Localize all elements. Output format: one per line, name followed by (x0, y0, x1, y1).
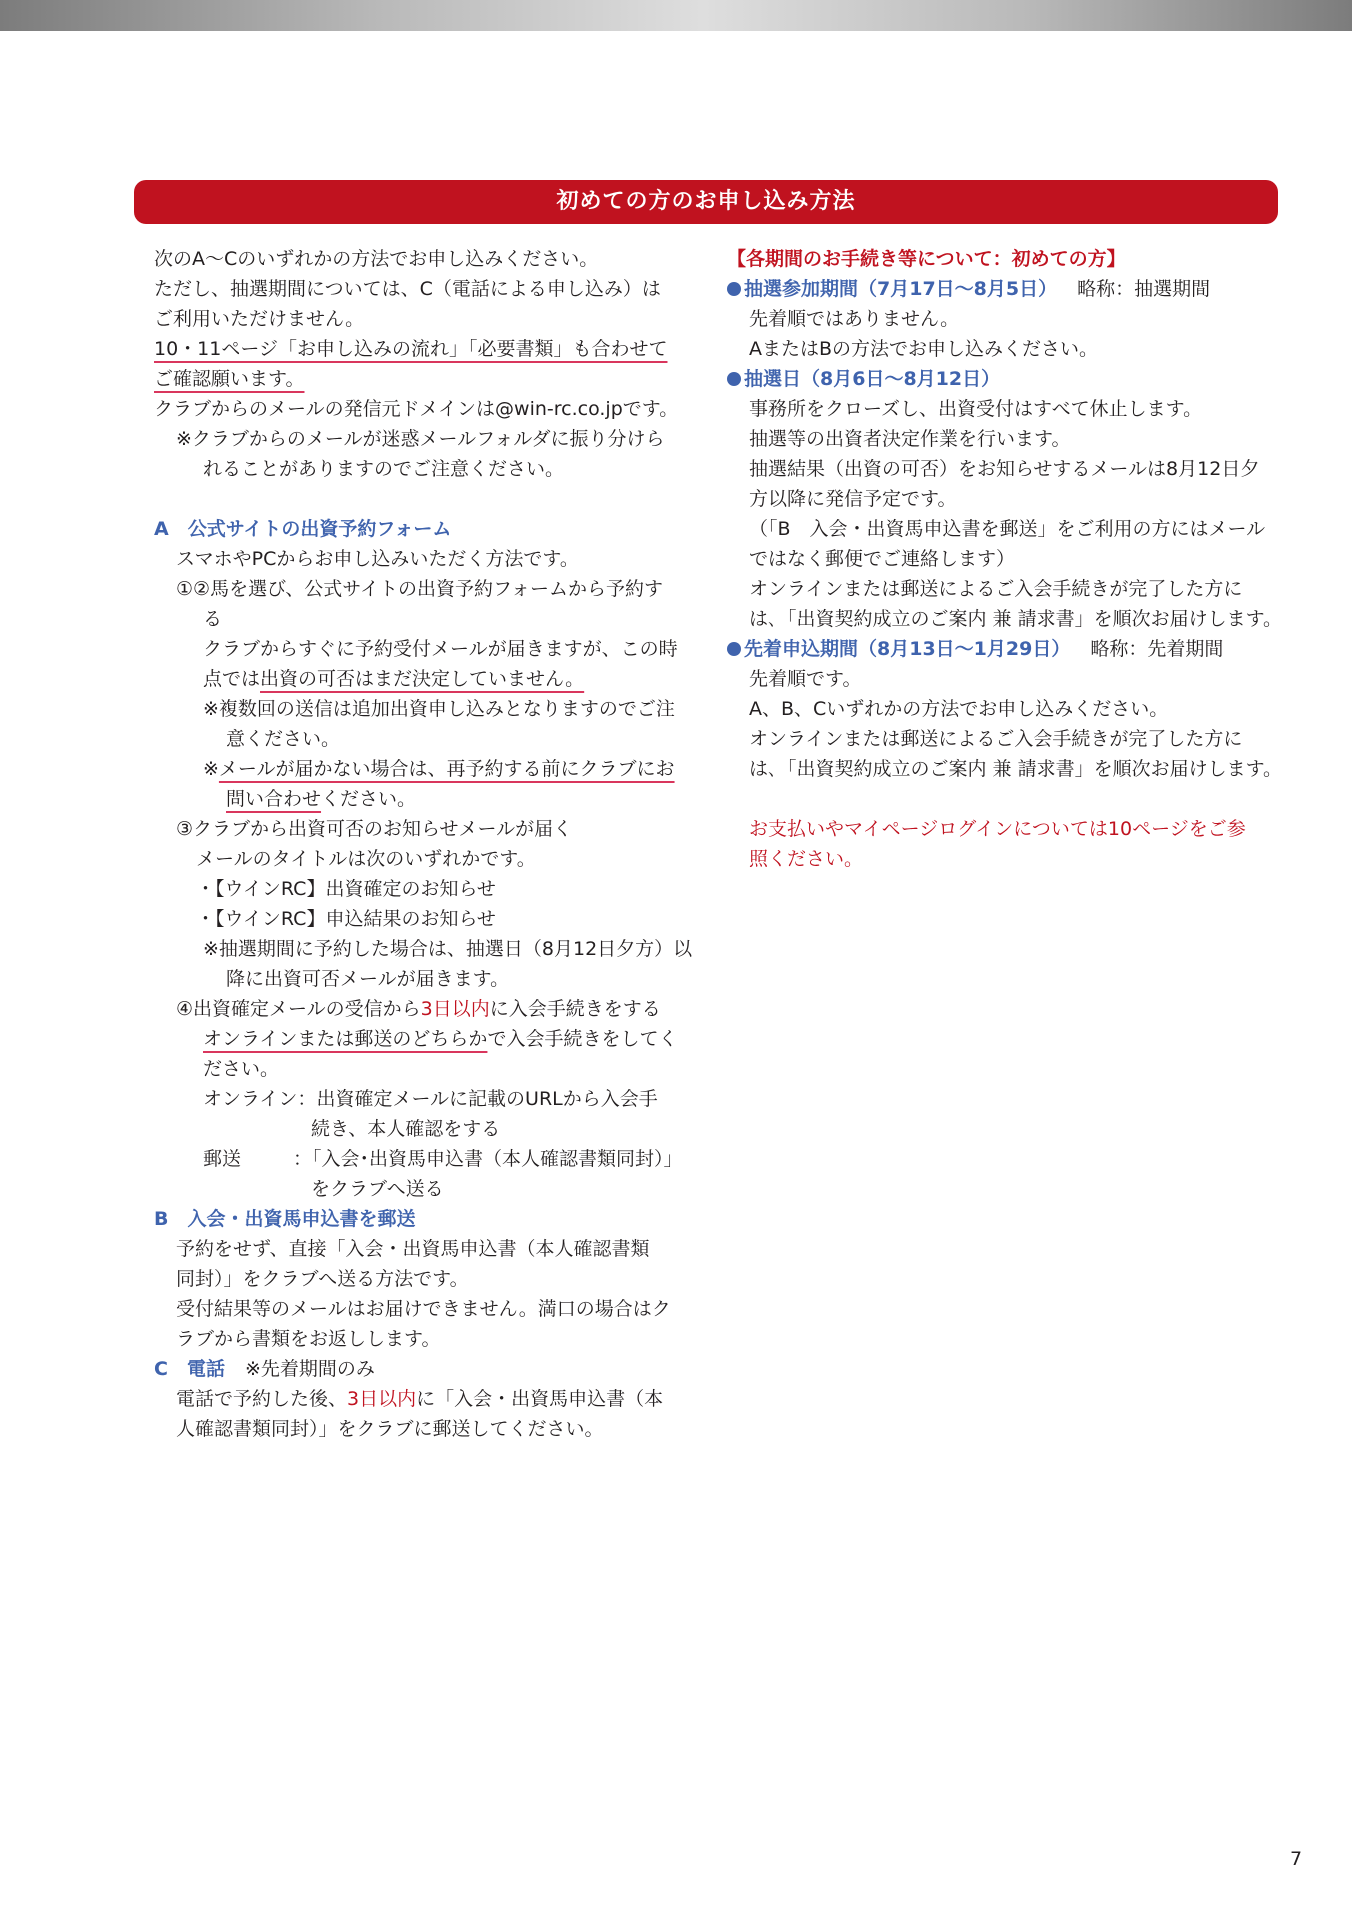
intro-line: ただし、抽選期間については、C（電話による申し込み）は (154, 278, 661, 300)
section-b-line: 同封）」をクラブへ送る方法です。 (176, 1268, 469, 1290)
section-b-line: 予約をせず、直接「入会・出資馬申込書（本人確認書類 (176, 1238, 650, 1260)
lottery-mail-note-cont: 降に出資可否メールが届きます。 (226, 968, 510, 990)
domain-note: クラブからのメールの発信元ドメインは@win-rc.co.jpです。 (154, 398, 679, 420)
mail-title-item: ・【ウインRC】出資確定のお知らせ (196, 878, 496, 900)
page-title: 初めての方のお申し込み方法 (556, 189, 856, 214)
bullet-icon (727, 372, 741, 386)
period-lottery-entry-heading: 抽選参加期間（7月17日～8月5日） 略称：抽選期間 (727, 274, 1284, 304)
period-line: 抽選等の出資者決定作業を行います。 (749, 428, 1071, 450)
spam-note: ※クラブからのメールが迷惑メールフォルダに振り分けら (176, 428, 665, 450)
periods-heading: 【各期間のお手続き等について：初めての方】 (727, 248, 1126, 270)
not-decided-text: 出資の可否はまだ決定していません。 (260, 668, 585, 690)
step-3: ③クラブから出資可否のお知らせメールが届く (176, 818, 573, 840)
intro-line: ご利用いただけません。 (154, 308, 365, 330)
intro-line: 次のA～Cのいずれかの方法でお申し込みください。 (154, 248, 599, 270)
period-nickname: 略称：先着期間 (1090, 638, 1224, 660)
section-c-line-cont: 人確認書類同封）」をクラブに郵送してください。 (176, 1418, 604, 1440)
step-4-cont-end: ださい。 (203, 1058, 280, 1080)
bullet-icon (727, 642, 741, 656)
period-line: AまたはBの方法でお申し込みください。 (749, 338, 1099, 360)
deadline-3-days: 3日以内 (420, 998, 490, 1020)
online-or-post-text: オンラインまたは郵送のどちらか (203, 1028, 488, 1050)
multi-send-note-cont: 意ください。 (226, 728, 341, 750)
section-b-heading: B 入会・出資馬申込書を郵送 (154, 1208, 416, 1230)
post-method-cont: をクラブへ送る (311, 1178, 444, 1200)
no-mail-note-cont: 問い合わせください。 (226, 788, 417, 810)
online-method-cont: 続き、本人確認をする (311, 1118, 501, 1140)
contact-text: 問い合わせ (226, 788, 322, 810)
period-lottery-day-heading: 抽選日（8月6日～8月12日） (727, 364, 1284, 394)
period-line: は､「出資契約成立のご案内 兼 請求書」を順次お届けします。 (749, 608, 1283, 630)
section-b-line: 受付結果等のメールはお届けできません。満口の場合はク (176, 1298, 671, 1320)
page-title-banner (134, 180, 1278, 224)
spam-note-cont: れることがありますのでご注意ください。 (203, 458, 565, 480)
left-column (154, 244, 693, 1444)
right-column (727, 244, 1284, 874)
section-a-heading: A 公式サイトの出資予約フォーム (154, 518, 452, 540)
period-line: 事務所をクローズし、出資受付はすべて休止します。 (749, 398, 1203, 420)
period-line: A、B、Cいずれかの方法でお申し込みください。 (749, 698, 1169, 720)
step-4: ④出資確定メールの受信から3日以内に入会手続きをする (176, 998, 661, 1020)
period-line: は､「出資契約成立のご案内 兼 請求書」を順次お届けします。 (749, 758, 1283, 780)
period-line: 方以降に発信予定です。 (749, 488, 957, 510)
flow-reference-note-end: ご確認願います。 (154, 368, 305, 390)
section-c-line: 電話で予約した後、3日以内に「入会・出資馬申込書（本 (176, 1388, 664, 1410)
step-1-2: ①②馬を選び、公式サイトの出資予約フォームから予約す (176, 578, 664, 600)
no-mail-text: メールが届かない場合は、再予約する前にクラブにお (218, 758, 675, 780)
reply-note: クラブからすぐに予約受付メールが届きますが、この時 (203, 638, 678, 660)
flow-reference-note: 10・11ページ「お申し込みの流れ」「必要書類」も合わせて (154, 338, 668, 360)
no-mail-note: ※メールが届かない場合は、再予約する前にクラブにお (203, 758, 675, 780)
period-first-come-heading: 先着申込期間（8月13日～1月29日） 略称：先着期間 (727, 634, 1284, 664)
lottery-mail-note: ※抽選期間に予約した場合は、抽選日（8月12日夕方）以 (203, 938, 693, 960)
bullet-icon (727, 282, 741, 296)
period-line: （「B 入会・出資馬申込書を郵送」をご利用の方にはメール (749, 518, 1266, 540)
step-1-2-cont: る (203, 608, 223, 630)
post-method: 郵送 ：「入会･出資馬申込書（本人確認書類同封）」 (154, 1144, 686, 1174)
online-label: オンライン： (203, 1088, 317, 1110)
period-line: 先着順ではありません。 (749, 308, 960, 330)
period-line: ではなく郵便でご連絡します） (749, 548, 1016, 570)
section-c-heading: C 電話 ※先着期間のみ (154, 1358, 375, 1380)
payment-note-cont: 照ください。 (749, 848, 864, 870)
step-4-cont: オンラインまたは郵送のどちらかで入会手続きをしてく (203, 1028, 678, 1050)
section-a-desc: スマホやPCからお申し込みいただく方法です。 (176, 548, 579, 570)
period-line: 抽選結果（出資の可否）をお知らせするメールは8月12日夕 (749, 458, 1260, 480)
period-nickname: 略称：抽選期間 (1077, 278, 1211, 300)
section-c-note: ※先着期間のみ (244, 1358, 375, 1380)
mail-title-item: ・【ウインRC】申込結果のお知らせ (196, 908, 496, 930)
reply-note-cont: 点では出資の可否はまだ決定していません。 (203, 668, 585, 690)
multi-send-note: ※複数回の送信は追加出資申し込みとなりますのでご注 (203, 698, 675, 720)
period-line: 先着順です。 (749, 668, 862, 690)
page-number: 7 (1290, 1848, 1303, 1870)
period-line: オンラインまたは郵送によるご入会手続きが完了した方に (749, 728, 1243, 750)
top-gradient-bar (0, 0, 1352, 31)
deadline-3-days: 3日以内 (347, 1388, 417, 1410)
payment-note: お支払いやマイページログインについては10ページをご参 (749, 818, 1246, 840)
online-method: オンライン：出資確定メールに記載のURLから入会手 (203, 1088, 658, 1110)
period-line: オンラインまたは郵送によるご入会手続きが完了した方に (749, 578, 1243, 600)
mail-titles-intro: メールのタイトルは次のいずれかです。 (196, 848, 536, 870)
post-label: 郵送 (203, 1148, 242, 1170)
section-b-line: ラブから書類をお返しします。 (176, 1328, 441, 1350)
